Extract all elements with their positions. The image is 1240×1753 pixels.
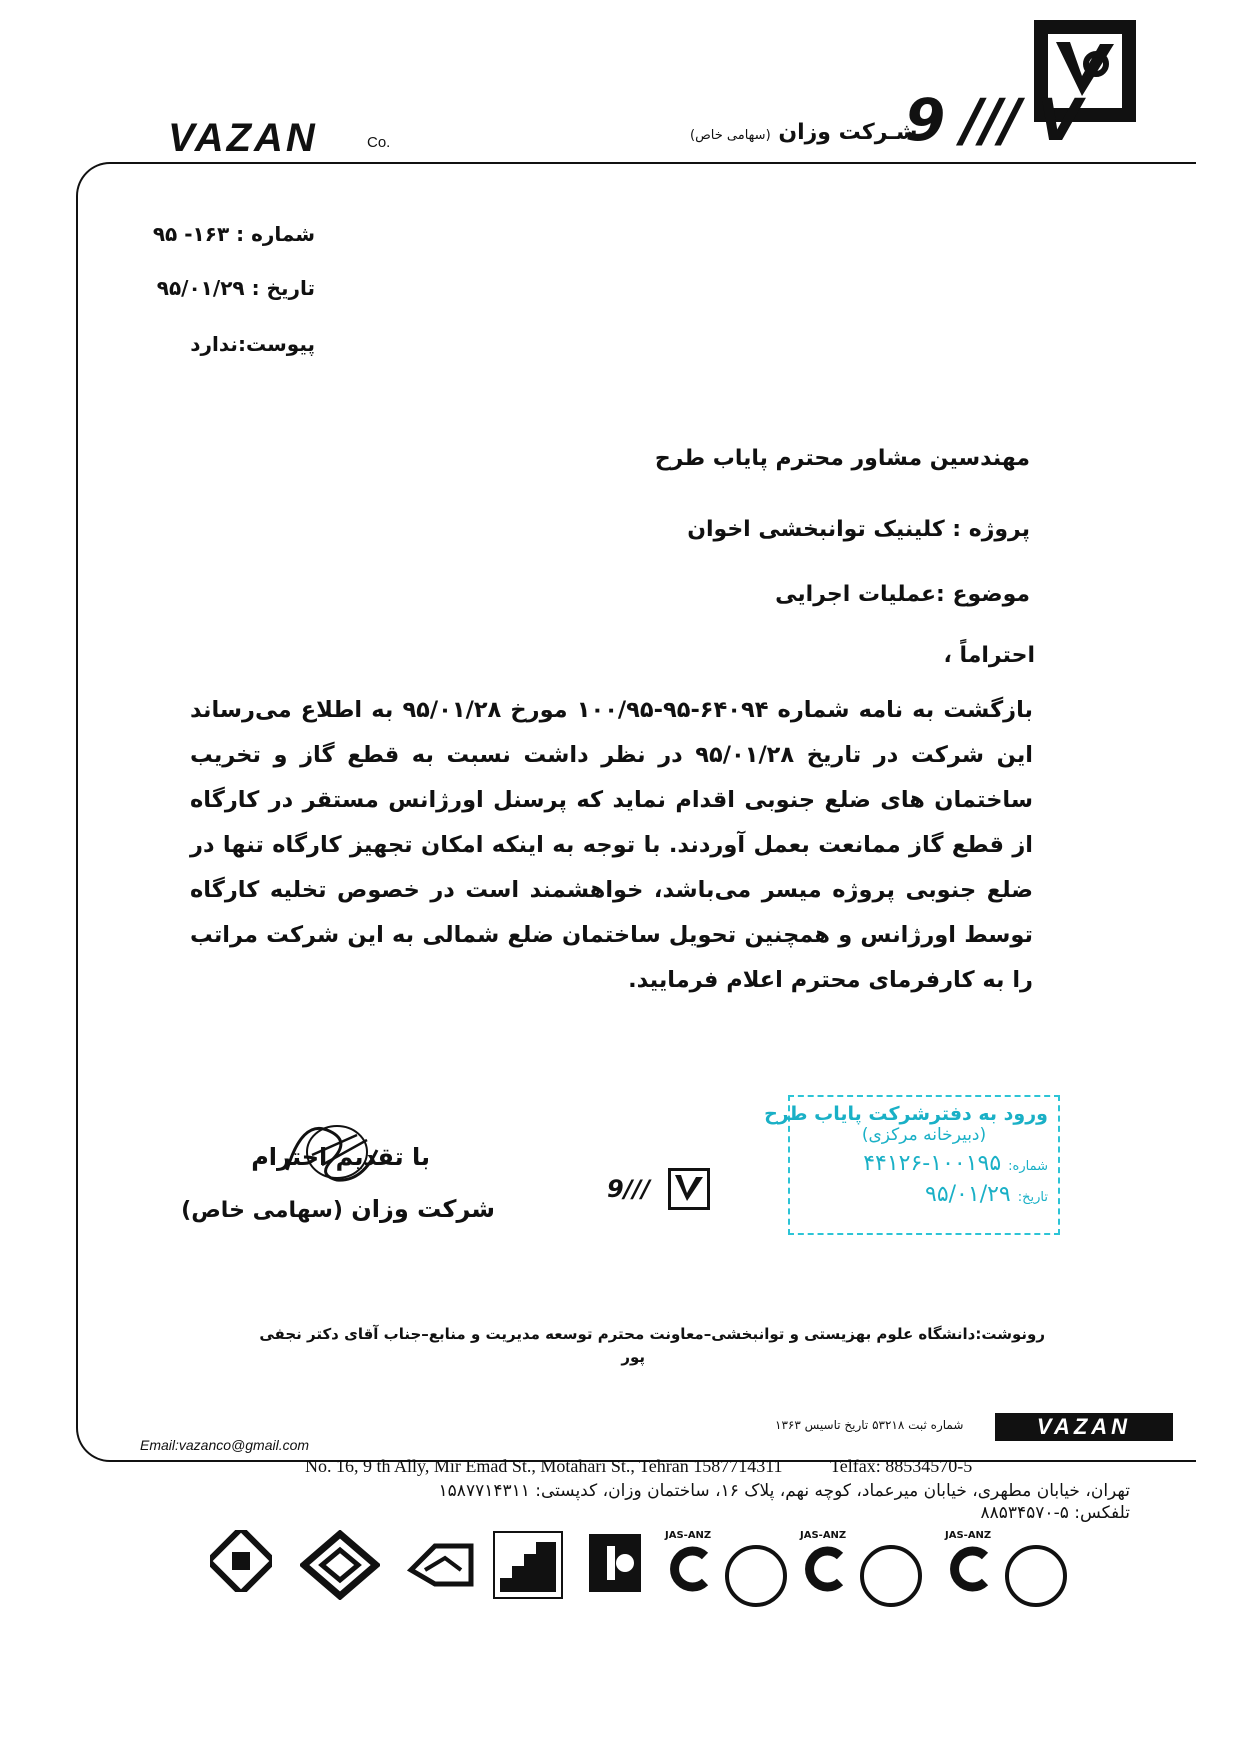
footer-address-en: No. 16, 9 th Ally, Mir Emad St., Motahari St., Tehran 1587714311 — [305, 1456, 783, 1476]
jas-anz-cert-1 — [665, 1530, 715, 1598]
header-brand-fa: 9 /// V — [905, 86, 1081, 154]
stamp-date: ۹۵/۰۱/۲۹ — [925, 1182, 1011, 1207]
received-stamp — [764, 1095, 1060, 1235]
cert-c-3-icon — [945, 1544, 995, 1594]
footer-telfax: Telfax: 88534570-5 — [830, 1456, 973, 1476]
footer-address-fa: تهران، خیابان مطهری، خیابان میرعماد، کوچه نهم، پلاک ۱۶، ساختمان وزان، کدپستی: ۱۵۸۷۷۱۴۳۱۱ — [438, 1481, 1130, 1501]
footer-telfax-fa: تلفکس: ۵-۸۸۵۳۴۵۷۰ — [980, 1503, 1130, 1523]
closing-regards: با تقدیم احترام — [251, 1143, 430, 1171]
stamp-subtitle: (دبیرخانه مرکزی) — [861, 1125, 987, 1145]
jas-anz-cert-2 — [800, 1530, 850, 1598]
project: پروژه : کلینیک توانبخشی اخوان — [687, 517, 1030, 542]
stamp-number-label: شماره: — [1008, 1159, 1048, 1174]
company-seal-icon — [668, 1168, 710, 1210]
recipient: مهندسین مشاور محترم پایاب طرح — [654, 446, 1030, 471]
greeting: احتراماً ، — [943, 643, 1035, 668]
association-logo-2-icon — [300, 1530, 380, 1604]
signatory-company-name: شرکت وزان — [351, 1195, 495, 1223]
signatory-company — [181, 1195, 495, 1223]
company-type-fa: (سهامی خاص) — [690, 128, 771, 143]
header-company-name — [690, 120, 918, 145]
cert-label-1: JAS-ANZ — [665, 1530, 712, 1541]
signatory-brand: 9/// — [607, 1175, 650, 1203]
stamp-number: ۱۰۰۱۹۵-۴۴۱۲۶ — [863, 1151, 1002, 1176]
cert-seal-1-icon — [725, 1545, 787, 1607]
footer-email: Email:vazanco@gmail.com — [140, 1437, 310, 1453]
cert-label-3: JAS-ANZ — [945, 1530, 992, 1541]
cert-c-2-icon — [800, 1544, 850, 1594]
cert-seal-2-icon — [860, 1545, 922, 1607]
header-brand-suffix: Co. — [367, 134, 391, 151]
cert-label-2: JAS-ANZ — [800, 1530, 847, 1541]
company-name-fa: شـرکت وزان — [778, 120, 918, 145]
jas-anz-cert-3 — [945, 1530, 995, 1598]
stamp-title: ورود به دفترشرکت پایاب طرح — [764, 1103, 1048, 1125]
letter-body: بازگشت به نامه شماره ۶۴۰۹۴-۹۵-۱۰۰/۹۵ مورخ ۹۵/۰۱/۲۸ به اطلاع می‌رساند این شرکت در تاریخ ۹۵/۰۱/۲۸ در نظر داشت نسبت به قطع گاز و تخریب ساختمان های ضلع جنوبی اقدام نماید که پرسنل اورژانس مستقر در کارگاه از قطع گاز ممانعت بعمل آوردند. با توجه به اینکه امکان تجهیز کارگاه تنها در ضلع جنوبی پروژه میسر می‌باشد، خواهشمند است در خصوص تخلیه کارگاه توسط اورژانس و همچنین تحویل ساختمان ضلع شمالی به این شرکت مراتب را به کارفرمای محترم اعلام فرمایید. — [190, 697, 1033, 993]
stamp-date-row — [800, 1182, 1048, 1207]
footer-registration: شماره ثبت ۵۳۲۱۸ تاریخ تاسیس ۱۳۶۳ — [775, 1418, 964, 1432]
stamp-number-row — [800, 1151, 1048, 1176]
cert-c-1-icon — [665, 1544, 715, 1594]
stamp-date-label: تاریخ: — [1017, 1190, 1048, 1205]
association-logo-5-icon — [585, 1530, 645, 1600]
cert-seal-3-icon — [1005, 1545, 1067, 1607]
association-logo-1-icon — [210, 1530, 272, 1596]
letter-attachment: پیوست:ندارد — [190, 332, 315, 356]
letter-date: تاریخ : ۹۵/۰۱/۲۹ — [156, 276, 315, 300]
association-logo-4-icon — [492, 1530, 564, 1604]
subject: موضوع :عملیات اجرایی — [775, 582, 1030, 607]
association-logo-3-icon — [405, 1530, 477, 1596]
letter-number: شماره : ۱۶۳- ۹۵ — [152, 222, 315, 246]
signatory-company-type: (سهامی خاص) — [181, 1198, 343, 1223]
footer-brand: VAZAN — [995, 1413, 1173, 1441]
cc-line: رونوشت:دانشگاه علوم بهزیستی و توانبخشی–معاونت محترم توسعه مدیریت و منابع–جناب آقای دکتر نجفی — [259, 1325, 1045, 1343]
header-brand-en: VAZAN — [168, 116, 318, 160]
cc-line-continued: پور — [621, 1348, 645, 1366]
